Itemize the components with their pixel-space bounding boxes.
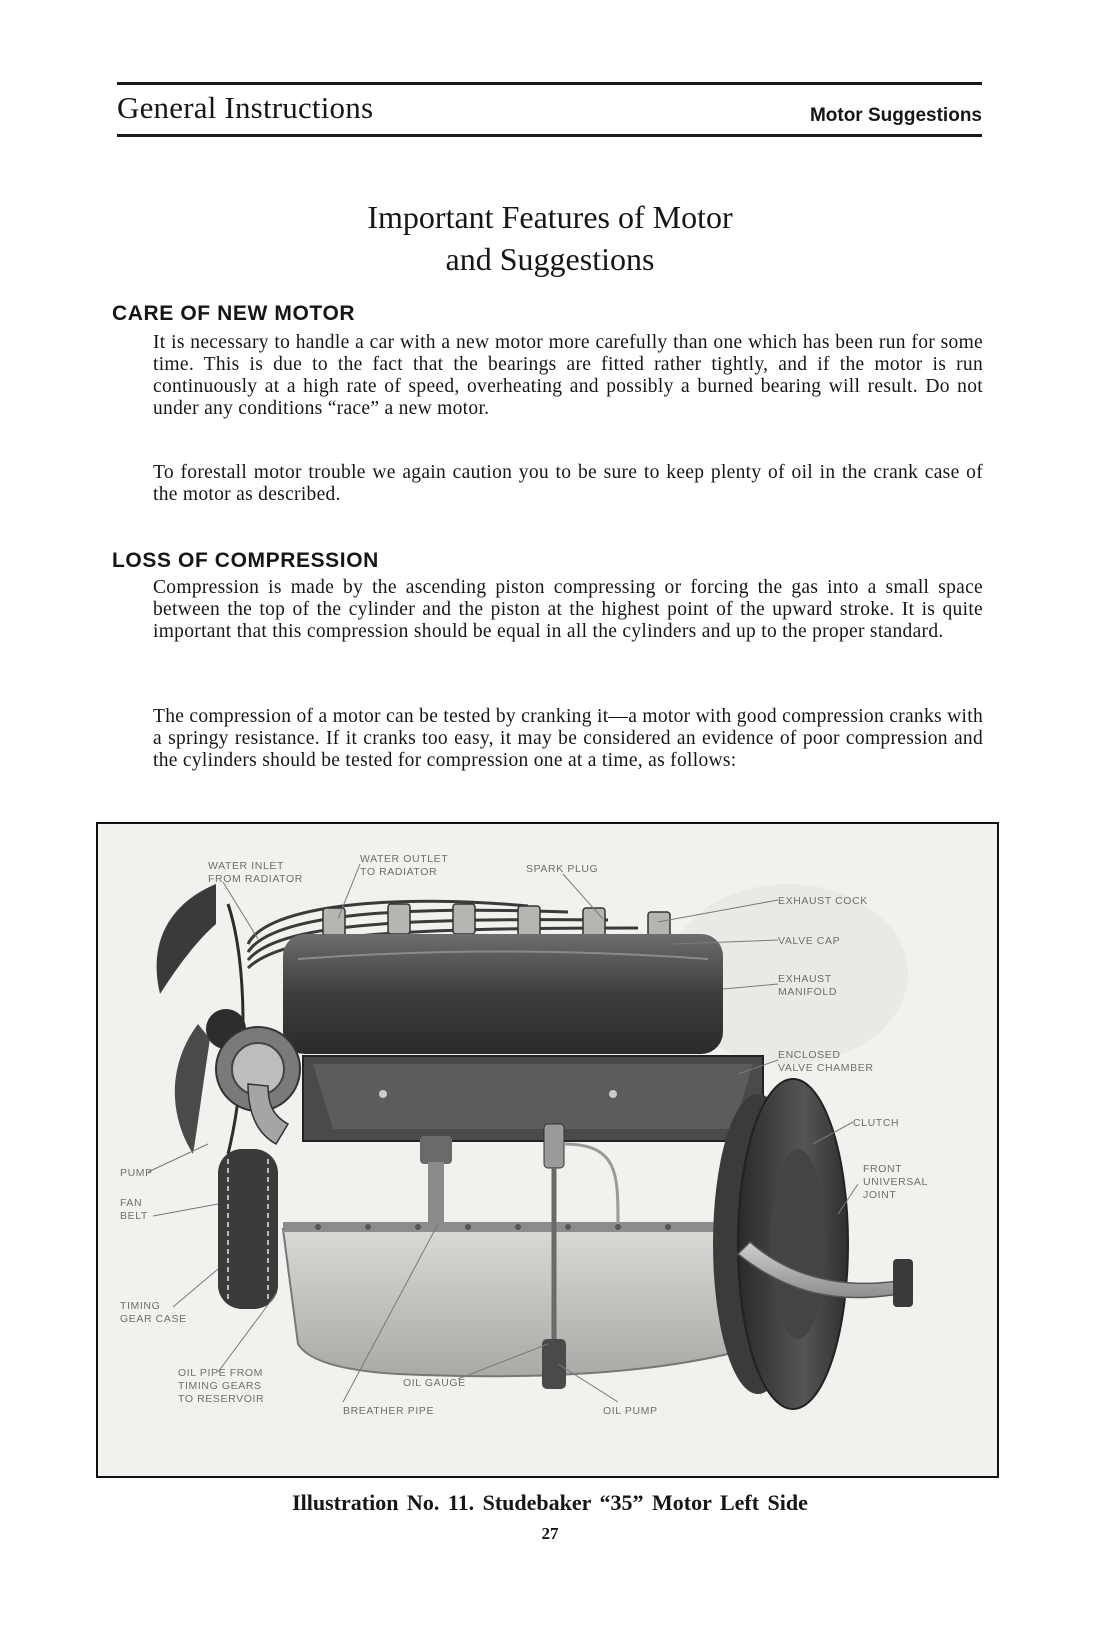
label-pump: PUMP xyxy=(120,1167,153,1179)
paragraph-compression-1: Compression is made by the ascending piston compressing or forcing the gas into a small space between the top of the cylinder and the piston at the highest point of the upward stroke. It is quite important that this compression should be equal in all the cylinders and up to the proper standard. xyxy=(153,577,983,642)
label-valve-chamber-line-1: ENCLOSED xyxy=(778,1049,841,1061)
paragraph-care-2: To forestall motor trouble we again caution you to be sure to keep plenty of oil in the crank case of the motor as described. xyxy=(153,462,983,505)
timing-gear-case xyxy=(218,1149,278,1309)
label-breather-pipe: BREATHER PIPE xyxy=(343,1405,435,1417)
illustration-caption: Illustration No. 11. Studebaker “35” Motor Left Side xyxy=(292,1490,808,1515)
label-timing-line-1: TIMING xyxy=(120,1300,161,1312)
label-universal-line-1: FRONT xyxy=(863,1163,903,1175)
label-spark-plug: SPARK PLUG xyxy=(526,863,599,875)
label-exhaust-manifold-line-2: MANIFOLD xyxy=(778,986,838,998)
label-universal-line-2: UNIVERSAL xyxy=(863,1176,928,1188)
header-top-rule xyxy=(117,82,982,85)
label-exhaust-manifold-line-1: EXHAUST xyxy=(778,973,832,985)
label-oil-pipe-line-1: OIL PIPE FROM xyxy=(178,1367,264,1379)
page-title-line-2: and Suggestions xyxy=(445,241,655,277)
label-oil-pump: OIL PUMP xyxy=(603,1405,658,1417)
label-valve-cap: VALVE CAP xyxy=(778,935,841,947)
label-clutch: CLUTCH xyxy=(853,1117,900,1129)
motor-illustration xyxy=(96,822,999,1478)
label-water-outlet-line-2: TO RADIATOR xyxy=(360,866,438,878)
page-number: 27 xyxy=(541,1524,559,1543)
label-fan-belt-line-2: BELT xyxy=(120,1210,148,1222)
running-header-right: Motor Suggestions xyxy=(809,105,982,126)
paragraph-compression-2: The compression of a motor can be tested by cranking it—a motor with good compression cranks with a springy resistance. If it cranks too easy, it may be considered an evidence of poor compression and the cylinders should be tested for compression one at a time, as follows: xyxy=(153,706,983,771)
label-valve-chamber-line-2: VALVE CHAMBER xyxy=(778,1062,874,1074)
section-heading-loss-of-compression: LOSS OF COMPRESSION xyxy=(112,549,379,572)
label-oil-gauge: OIL GAUGE xyxy=(403,1377,466,1389)
paragraph-care-1: It is necessary to handle a car with a new motor more carefully than one which has been run for some time. This is due to the fact that the bearings are fitted rather tightly, and if the motor is run continuously at a high rate of speed, overheating and possibly a burned bearing will result. Do not under any conditions “race” a new motor. xyxy=(153,332,983,419)
label-timing-line-2: GEAR CASE xyxy=(120,1313,187,1325)
label-oil-pipe-line-3: TO RESERVOIR xyxy=(178,1393,265,1405)
label-universal-line-3: JOINT xyxy=(863,1189,897,1201)
page-title xyxy=(150,196,950,280)
label-exhaust-cock: EXHAUST COCK xyxy=(778,895,868,907)
running-header-left: General Instructions xyxy=(117,90,374,125)
flywheel-clutch xyxy=(713,1079,848,1409)
label-fan-belt-line-1: FAN xyxy=(120,1197,143,1209)
motor-drawing xyxy=(98,824,997,1476)
valve-chamber-cover xyxy=(303,1056,763,1141)
label-water-inlet-line-2: FROM RADIATOR xyxy=(208,873,303,885)
label-water-outlet-line-1: WATER OUTLET xyxy=(360,853,449,865)
label-water-inlet-line-1: WATER INLET xyxy=(208,860,285,872)
page-title-line-1: Important Features of Motor xyxy=(367,199,733,235)
header-bottom-rule xyxy=(117,134,982,137)
label-oil-pipe-line-2: TIMING GEARS xyxy=(178,1380,262,1392)
crank-case xyxy=(283,1222,763,1376)
section-heading-care-of-new-motor: CARE OF NEW MOTOR xyxy=(112,302,356,325)
